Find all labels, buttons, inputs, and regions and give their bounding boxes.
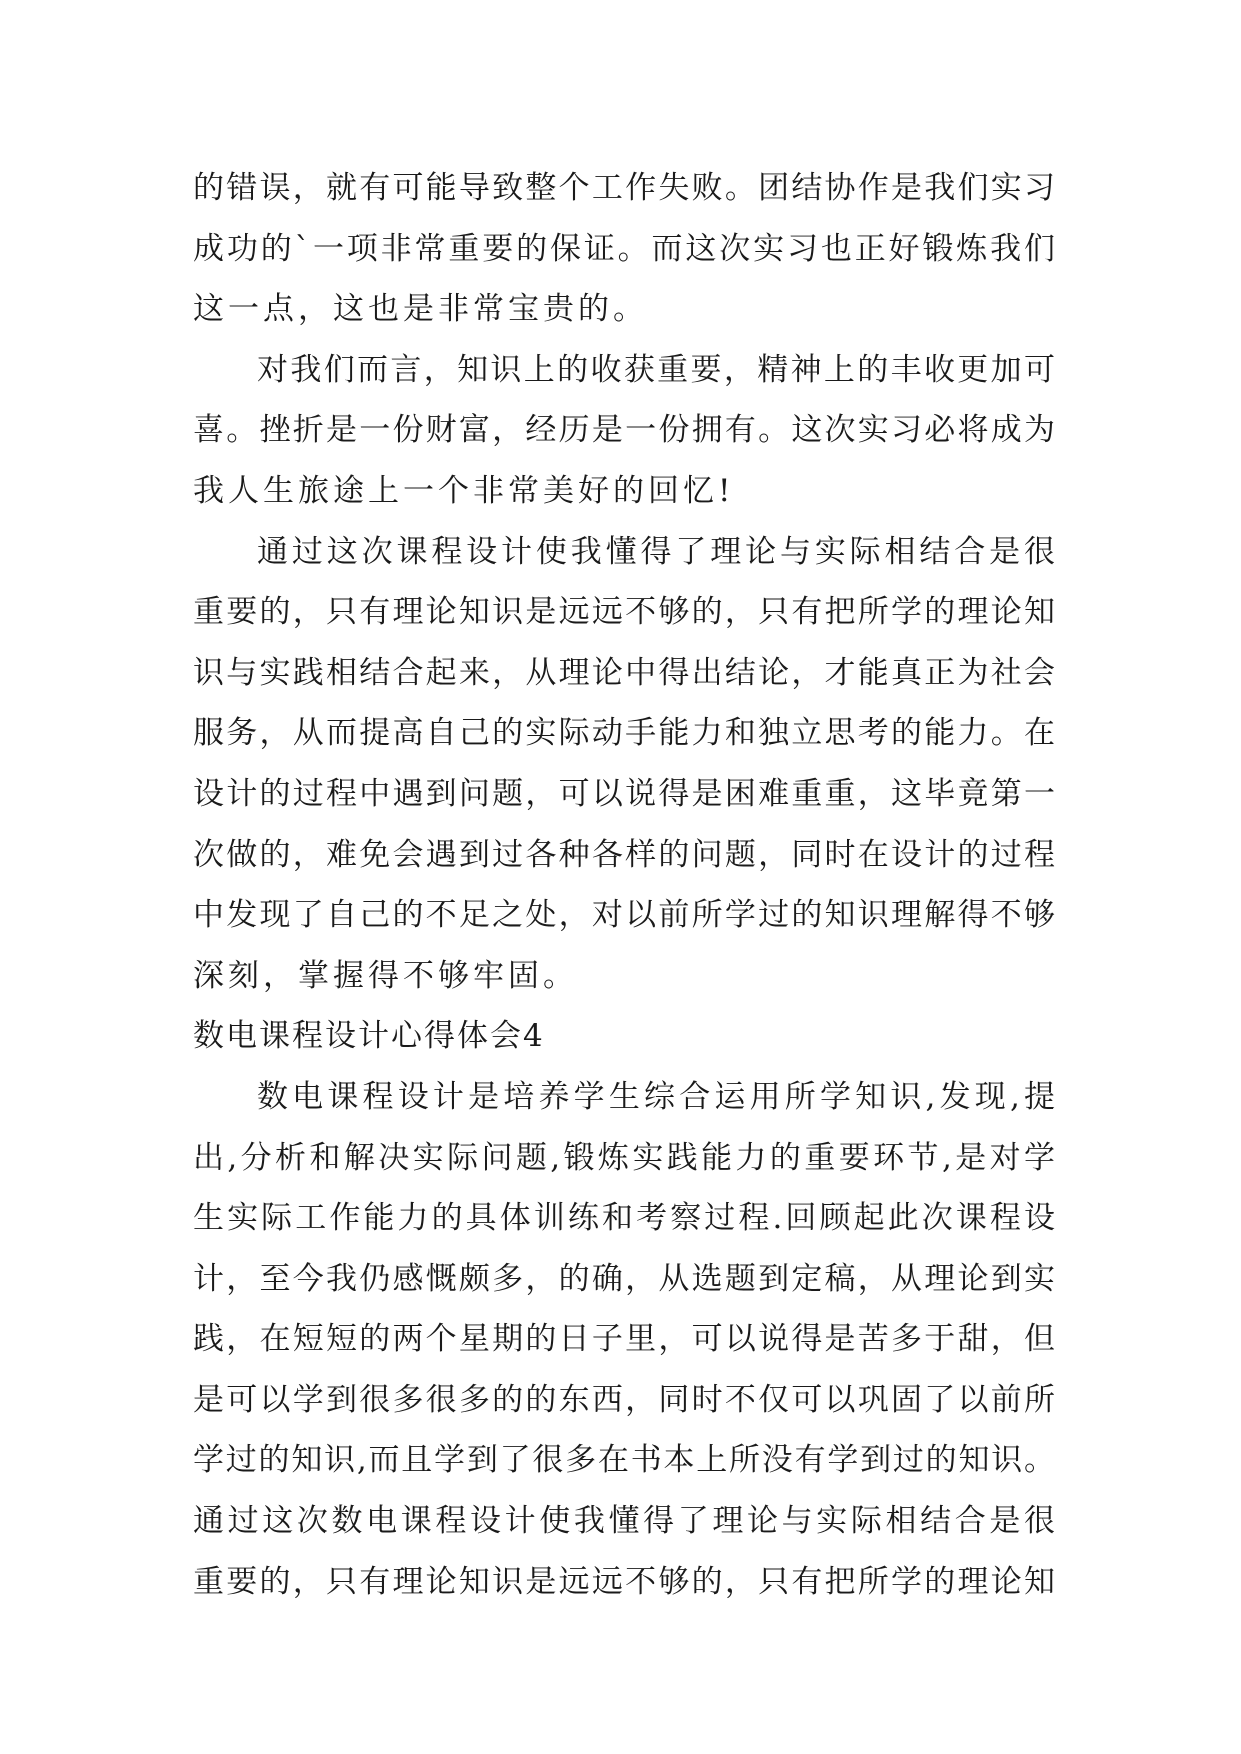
text-line: 重要的，只有理论知识是远远不够的，只有把所学的理论知 <box>193 594 1055 631</box>
paragraph-first-line: 数电课程设计是培养学生综合运用所学知识,发现,提 <box>257 1078 1055 1115</box>
section-heading: 数电课程设计心得体会4 <box>193 1018 545 1055</box>
text-line: 生实际工作能力的具体训练和考察过程.回顾起此次课程设 <box>193 1200 1055 1237</box>
document-body <box>193 158 1055 1612</box>
text-line: 我人生旅途上一个非常美好的回忆! <box>193 472 735 509</box>
text-line: 学过的知识,而且学到了很多在书本上所没有学到过的知识。 <box>193 1442 1055 1479</box>
text-line: 是可以学到很多很多的的东西，同时不仅可以巩固了以前所 <box>193 1381 1055 1418</box>
text-line: 的错误，就有可能导致整个工作失败。团结协作是我们实习 <box>193 170 1055 206</box>
paragraph-first-line: 通过这次课程设计使我懂得了理论与实际相结合是很 <box>257 533 1055 570</box>
paragraph-first-line: 对我们而言，知识上的收获重要，精神上的丰收更加可 <box>257 351 1055 388</box>
text-line: 重要的，只有理论知识是远远不够的，只有把所学的理论知 <box>193 1563 1055 1600</box>
text-line: 喜。挫折是一份财富，经历是一份拥有。这次实习必将成为 <box>193 412 1055 449</box>
text-line: 践，在短短的两个星期的日子里，可以说得是苦多于甜，但 <box>193 1321 1055 1358</box>
text-line: 次做的，难免会遇到过各种各样的问题，同时在设计的过程 <box>193 836 1055 873</box>
text-line: 设计的过程中遇到问题，可以说得是困难重重，这毕竟第一 <box>193 775 1055 812</box>
text-line: 这一点，这也是非常宝贵的。 <box>193 291 648 328</box>
text-line: 识与实践相结合起来，从理论中得出结论，才能真正为社会 <box>193 654 1055 691</box>
text-line: 计，至今我仍感慨颇多，的确，从选题到定稿，从理论到实 <box>193 1260 1055 1297</box>
text-line: 深刻，掌握得不够牢固。 <box>193 957 578 994</box>
text-line: 出,分析和解决实际问题,锻炼实践能力的重要环节,是对学 <box>193 1139 1055 1176</box>
text-line: 中发现了自己的不足之处，对以前所学过的知识理解得不够 <box>193 897 1055 934</box>
text-line: 服务，从而提高自己的实际动手能力和独立思考的能力。在 <box>193 715 1055 752</box>
text-line: 成功的`一项非常重要的保证。而这次实习也正好锻炼我们 <box>193 230 1055 267</box>
text-line: 通过这次数电课程设计使我懂得了理论与实际相结合是很 <box>193 1503 1055 1540</box>
